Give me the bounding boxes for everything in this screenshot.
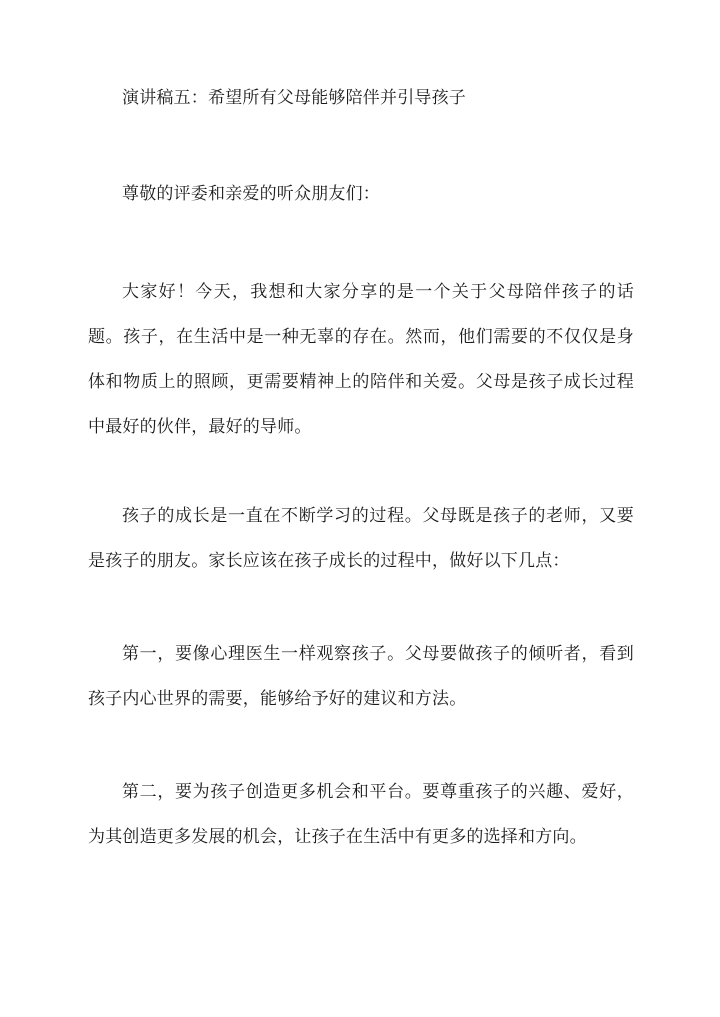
speech-greeting: 尊敬的评委和亲爱的听众朋友们： (122, 184, 380, 204)
speech-title: 演讲稿五：希望所有父母能够陪伴并引导孩子 (122, 88, 466, 108)
paragraph-point-two: 第二，要为孩子创造更多机会和平台。要尊重孩子的兴趣、爱好，为其创造更多发展的机会，让孩子在生活中有更多的选择和方向。 (88, 782, 634, 847)
paragraph-intro: 大家好！今天，我想和大家分享的是一个关于父母陪伴孩子的话题。孩子，在生活中是一种无辜的存在。然而，他们需要的不仅仅是身体和物质上的照顾，更需要精神上的陪伴和关爱。父母是孩子成长过程中最好的伙伴，最好的导师。 (88, 282, 634, 437)
paragraph-growth: 孩子的成长是一直在不断学习的过程。父母既是孩子的老师，又要是孩子的朋友。家长应该在孩子成长的过程中，做好以下几点： (88, 506, 634, 571)
paragraph-point-one: 第一，要像心理医生一样观察孩子。父母要做孩子的倾听者，看到孩子内心世界的需要，能够给予好的建议和方法。 (88, 644, 634, 709)
